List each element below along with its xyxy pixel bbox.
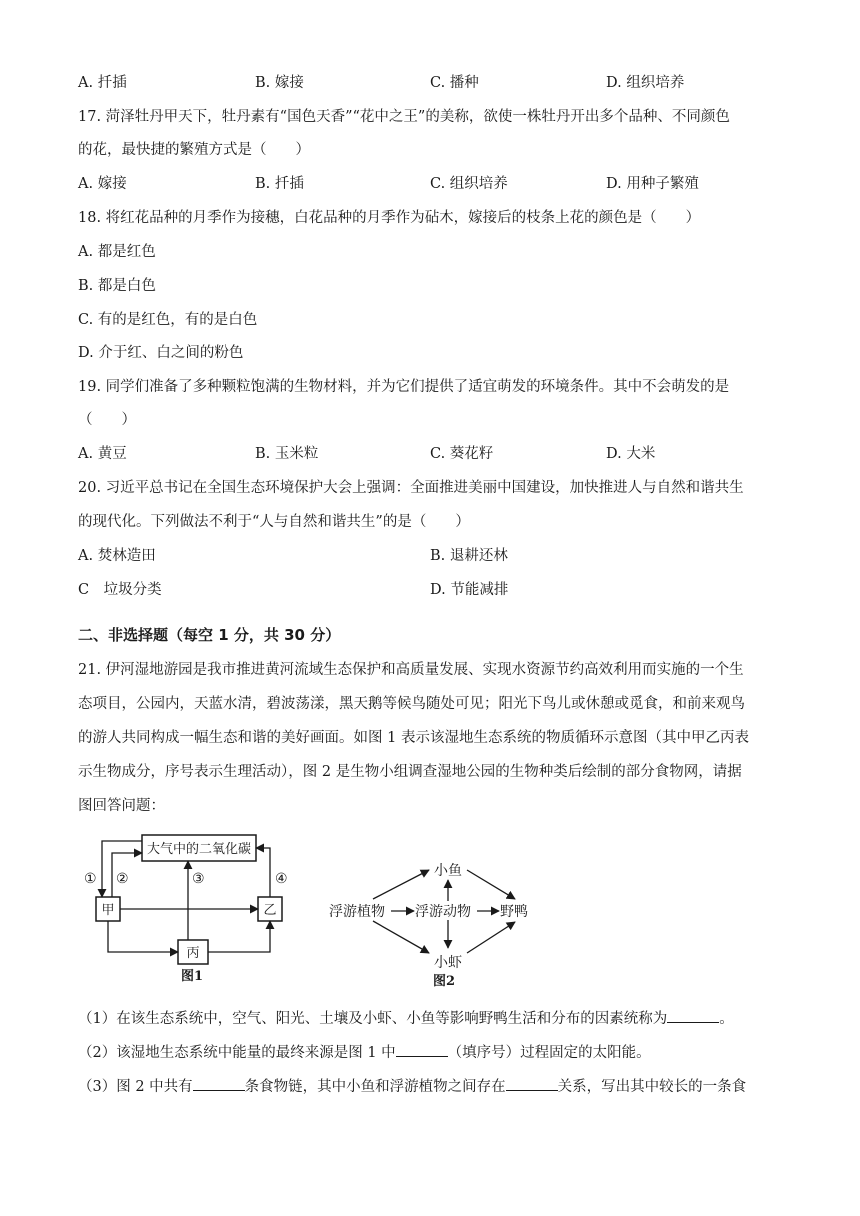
q21-sub3 — [78, 1076, 746, 1097]
jia-label: 甲 — [101, 903, 115, 918]
answer-blank[interactable] — [667, 1008, 719, 1023]
q20-stem-line2: 的现代化。下列做法不利于“人与自然和谐共生”的是（ ） — [78, 514, 470, 530]
q20-option-b: B. 退耕还林 — [430, 548, 508, 564]
q19-option-b: B. 玉米粒 — [255, 446, 319, 462]
q17-stem-line2: 的花，最快捷的繁殖方式是（ ） — [78, 142, 310, 158]
label-3: ③ — [192, 871, 205, 887]
q21-sub3-part1: （3）图 2 中共有 — [78, 1079, 193, 1095]
section2-title: 二、非选择题（每空 1 分，共 30 分） — [78, 626, 341, 644]
q21-stem-line: 21. 伊河湿地游园是我市推进黄河流域生态保护和高质量发展、实现水资源节约高效利用而实施的一个生 — [78, 662, 744, 678]
q17-option-c: C. 组织培养 — [430, 176, 508, 192]
co2-label: 大气中的二氧化碳 — [146, 842, 252, 857]
plankton-animal-label: 浮游动物 — [415, 904, 471, 920]
duck-label: 野鸭 — [500, 904, 528, 920]
q20-option-c: C 垃圾分类 — [78, 582, 162, 598]
yi-label: 乙 — [263, 903, 277, 918]
q18-option-d: D. 介于红、白之间的粉色 — [78, 345, 244, 361]
q16-option-c: C. 播种 — [430, 75, 479, 91]
shrimp-label: 小虾 — [434, 955, 462, 971]
q20-option-a: A. 焚林造田 — [78, 548, 156, 564]
arrow-1 — [102, 841, 142, 897]
q19-option-a: A. 黄豆 — [78, 446, 127, 462]
q19-stem-line1: 19. 同学们准备了多种颗粒饱满的生物材料，并为它们提供了适宜萌发的环境条件。其中不会萌发的是 — [78, 379, 730, 395]
arrow-shrimp-duck — [467, 922, 515, 953]
q18-option-c: C. 有的是红色，有的是白色 — [78, 312, 258, 328]
arrow-4 — [256, 848, 270, 897]
q18-option-b: B. 都是白色 — [78, 278, 156, 294]
plankton-plant-label: 浮游植物 — [329, 904, 385, 920]
q21-stem-line: 图回答问题： — [78, 798, 165, 814]
q18-option-a: A. 都是红色 — [78, 244, 156, 260]
q21-sub1 — [78, 1008, 734, 1029]
fish-label: 小鱼 — [434, 863, 462, 879]
q17-option-a: A. 嫁接 — [78, 176, 127, 192]
arrow-bing-yi — [208, 921, 270, 952]
q17-stem-line1: 17. 菏泽牡丹甲天下，牡丹素有“国色天香”“花中之王”的美称，欲使一株牡丹开出多个品种、不同颜色 — [78, 109, 730, 125]
arrow-jia-bing — [108, 921, 178, 952]
label-1: ① — [84, 871, 97, 887]
q16-option-a: A. 扦插 — [78, 75, 127, 91]
label-4: ④ — [275, 871, 288, 887]
q17-option-d: D. 用种子繁殖 — [606, 176, 699, 192]
bing-label: 丙 — [186, 946, 200, 961]
figure-2-caption: 图2 — [433, 974, 456, 989]
q19-stem-line2: （ ） — [78, 412, 136, 428]
arrow-fish-duck — [467, 870, 515, 899]
q21-stem-line: 示生物成分，序号表示生理活动），图 2 是生物小组调查湿地公园的生物种类后绘制的部分食物网，请据 — [78, 764, 742, 780]
q19-option-d: D. 大米 — [606, 446, 656, 462]
q21-sub3-part2: 条食物链，其中小鱼和浮游植物之间存在 — [244, 1079, 506, 1095]
q21-sub2-text: （2）该湿地生态系统中能量的最终来源是图 1 中 — [78, 1045, 396, 1061]
arrow-pp-shrimp — [373, 921, 429, 953]
label-2: ② — [116, 871, 129, 887]
q20-stem-line1: 20. 习近平总书记在全国生态环境保护大会上强调：全面推进美丽中国建设，加快推进人与自然和谐共生 — [78, 480, 744, 496]
q21-stem-line: 态项目，公园内，天蓝水清，碧波荡漾，黑天鹅等候鸟随处可见；阳光下鸟儿或休憩或觅食，和前来观鸟 — [78, 696, 745, 712]
q21-sub2 — [78, 1042, 651, 1063]
answer-blank[interactable] — [193, 1076, 245, 1091]
q16-option-b: B. 嫁接 — [255, 75, 304, 91]
q18-stem: 18. 将红花品种的月季作为接穗，白花品种的月季作为砧木，嫁接后的枝条上花的颜色是（ ） — [78, 210, 701, 226]
q17-option-b: B. 扦插 — [255, 176, 304, 192]
q21-sub1-text: （1）在该生态系统中，空气、阳光、土壤及小虾、小鱼等影响野鸭生活和分布的因素统称为 — [78, 1011, 668, 1027]
figure-1-carbon-cycle — [78, 825, 318, 985]
q21-sub3-part3: 关系，写出其中较长的一条食 — [557, 1079, 747, 1095]
answer-blank[interactable] — [506, 1076, 558, 1091]
q21-stem-line: 的游人共同构成一幅生态和谐的美好画面。如图 1 表示该湿地生态系统的物质循环示意图（其中甲乙丙表 — [78, 730, 749, 746]
answer-blank[interactable] — [396, 1042, 448, 1057]
arrow-pp-fish — [373, 870, 429, 899]
figure-2-food-web — [325, 845, 545, 990]
q20-option-d: D. 节能减排 — [430, 582, 509, 598]
q19-option-c: C. 葵花籽 — [430, 446, 494, 462]
figure-1-caption: 图1 — [181, 969, 204, 984]
q21-sub1-end: 。 — [719, 1011, 734, 1027]
q21-sub2-end: （填序号）过程固定的太阳能。 — [447, 1045, 651, 1061]
q16-option-d: D. 组织培养 — [606, 75, 685, 91]
